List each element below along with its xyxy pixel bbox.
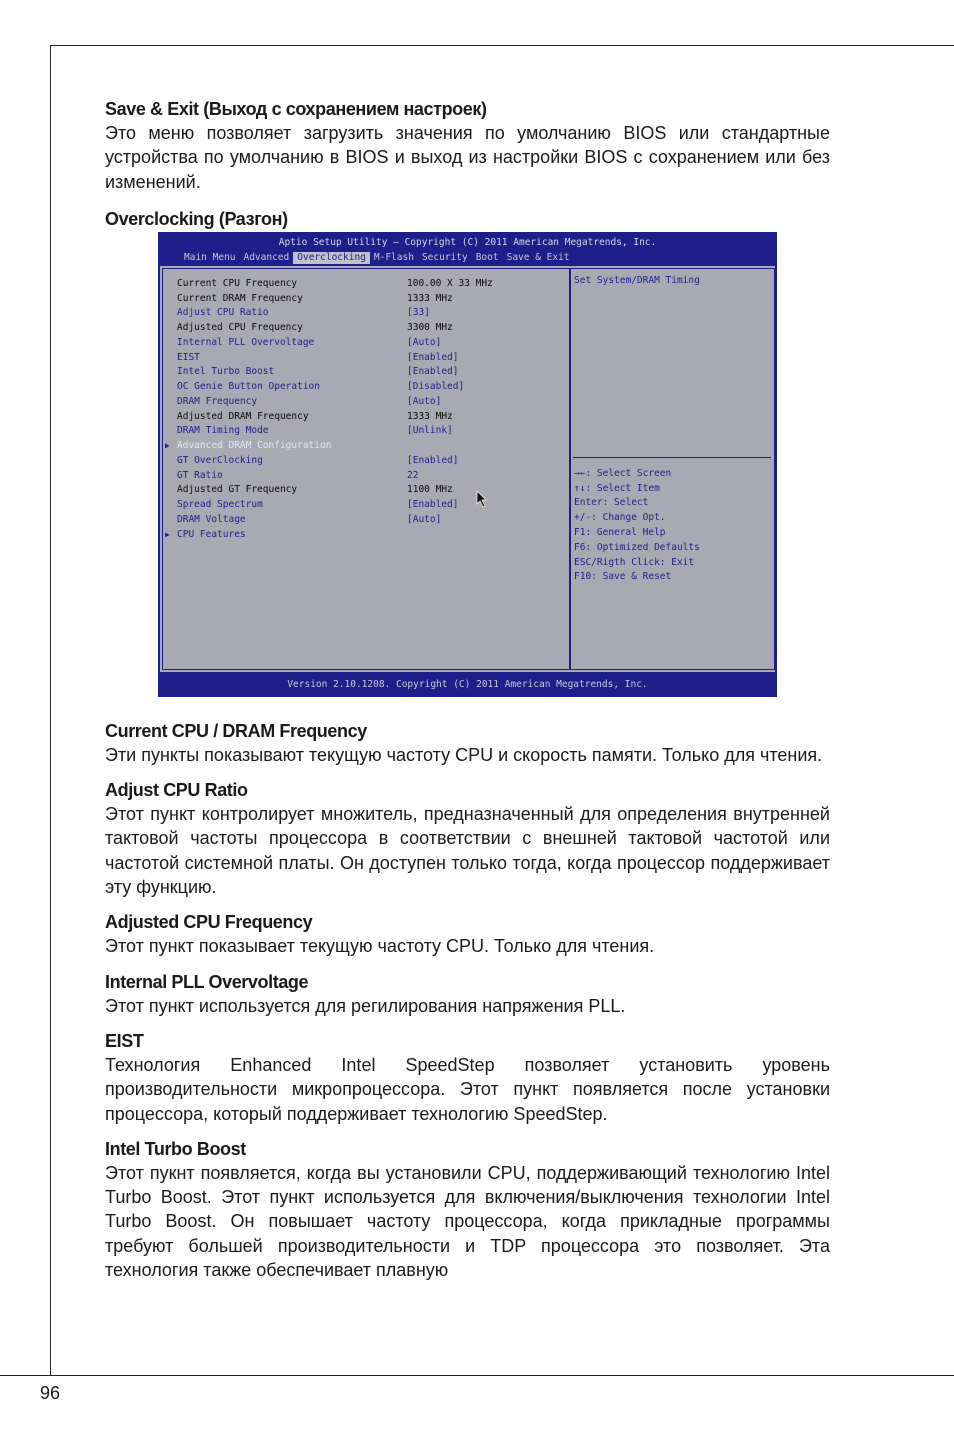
bios-help-text: Set System/DRAM Timing: [574, 274, 700, 286]
section-body-adjust-cpu-ratio: Этот пункт контролирует множитель, предназначенный для определения внутренней тактовой частоты процессора в соответствии с внешней тактовой частотой или частотой системной платы. Он доступен только тогда, когда процессор поддерживает эту функцию.: [105, 804, 830, 898]
section-body-internal-pll: Этот пункт используется для регилирования напряжения PLL.: [105, 995, 626, 1016]
bios-setting-label: Internal PLL Overvoltage: [177, 336, 315, 348]
bios-setting-row[interactable]: [163, 483, 569, 497]
bios-setting-row[interactable]: [163, 292, 569, 306]
bios-setting-value: 3300 MHz: [407, 322, 453, 334]
bios-setting-value[interactable]: 22: [407, 469, 419, 481]
bios-setting-label: Intel Turbo Boost: [177, 366, 275, 378]
bios-setting-row[interactable]: [163, 365, 569, 379]
bios-setting-value[interactable]: [Enabled]: [407, 351, 459, 363]
bios-key-item: Enter: Select: [574, 497, 649, 509]
bios-setting-label: OC Genie Button Operation: [177, 381, 320, 393]
section-heading-eist: EIST: [105, 1030, 144, 1051]
bios-setting-row[interactable]: [163, 306, 569, 320]
bios-setting-label: CPU Features: [177, 528, 246, 540]
bios-setting-row[interactable]: [163, 380, 569, 394]
bios-footer: Version 2.10.1208. Copyright (C) 2011 American Megatrends, Inc.: [287, 678, 648, 690]
bios-setting-value[interactable]: [Auto]: [407, 395, 442, 407]
bios-setting-row[interactable]: [163, 277, 569, 291]
bios-setting-label: Current DRAM Frequency: [177, 292, 303, 304]
bios-setting-label: DRAM Frequency: [177, 395, 258, 407]
bios-setting-label: Current CPU Frequency: [177, 277, 298, 289]
bios-setting-label: DRAM Timing Mode: [177, 425, 269, 437]
mouse-cursor-icon: [476, 490, 488, 508]
bios-setting-row[interactable]: [163, 336, 569, 350]
page-frame-bottom: [0, 1375, 954, 1376]
bios-setting-value: 1100 MHz: [407, 484, 453, 496]
bios-tab-security[interactable]: Security: [421, 251, 468, 263]
bios-key-item: +/-: Change Opt.: [574, 512, 666, 524]
bios-setting-label: Adjusted DRAM Frequency: [177, 410, 309, 422]
bios-setting-row[interactable]: [163, 439, 569, 453]
section-body-eist: Технология Enhanced Intel SpeedStep позволяет установить уровень производительности микропроцессора. Этот пункт появляется после установки процессора, который поддерживает технологию SpeedStep.: [105, 1054, 830, 1124]
bios-setting-row[interactable]: [163, 410, 569, 424]
submenu-arrow-icon: ▶: [165, 441, 170, 451]
bios-key-legend: [574, 467, 700, 585]
bios-key-item: ↑↓: Select Item: [574, 482, 660, 494]
bios-setting-row[interactable]: [163, 454, 569, 468]
page-frame-top: [50, 45, 954, 46]
section-body-cpu-dram-frequency: Эти пункты показывают текущую частоту CPU и скорость памяти. Только для чтения.: [105, 744, 823, 765]
section-heading-overclocking: Overclocking (Разгон): [105, 208, 288, 229]
bios-setting-label: GT Ratio: [177, 469, 223, 481]
bios-setting-label: Spread Spectrum: [177, 499, 263, 511]
bios-title: Aptio Setup Utility – Copyright (C) 2011 American Megatrends, Inc.: [278, 236, 657, 248]
section-heading-internal-pll: Internal PLL Overvoltage: [105, 971, 309, 992]
bios-setting-row[interactable]: [163, 513, 569, 527]
section-heading-intel-turbo-boost: Intel Turbo Boost: [105, 1138, 246, 1159]
bios-key-item: F10: Save & Reset: [574, 571, 672, 583]
bios-tab-boot[interactable]: Boot: [475, 251, 499, 263]
section-body-save-exit: Это меню позволяет загрузить значения по умолчанию BIOS или стандартные устройства по умолчанию в BIOS и выход из настройки BIOS с сохранением или без изменений.: [105, 123, 830, 192]
bios-body: [160, 266, 775, 672]
bios-setting-value: 1333 MHz: [407, 292, 453, 304]
section-heading-cpu-dram-frequency: Current CPU / DRAM Frequency: [105, 720, 367, 741]
bios-setting-label: DRAM Voltage: [177, 513, 246, 525]
bios-key-item: ESC/Rigth Click: Exit: [574, 556, 695, 568]
bios-setting-value[interactable]: [Unlink]: [407, 425, 453, 437]
bios-setting-value: 1333 MHz: [407, 410, 453, 422]
bios-setting-row[interactable]: [163, 528, 569, 542]
bios-setting-label: GT OverClocking: [177, 454, 263, 466]
bios-setting-value[interactable]: [33]: [407, 307, 430, 319]
bios-key-item: F6: Optimized Defaults: [574, 541, 700, 553]
bios-settings-panel: [162, 268, 570, 670]
bios-setting-value: 100.00 X 33 MHz: [407, 277, 493, 289]
bios-tab-overclocking[interactable]: Overclocking: [293, 252, 370, 264]
bios-setting-value[interactable]: [Auto]: [407, 513, 442, 525]
page-number: 96: [40, 1383, 61, 1403]
bios-tab-main-menu[interactable]: Main Menu: [184, 251, 236, 263]
bios-setting-value[interactable]: [Auto]: [407, 336, 442, 348]
bios-setting-row[interactable]: [163, 424, 569, 438]
bios-setting-value[interactable]: [Disabled]: [407, 381, 465, 393]
bios-key-item: →←: Select Screen: [574, 467, 672, 479]
section-heading-adjusted-cpu-frequency: Adjusted CPU Frequency: [105, 912, 313, 933]
section-body-intel-turbo-boost: Этот пукнт появляется, когда вы установили CPU, поддерживающий технологию Intel Turbo Boost. Этот пункт используется для включения/выключения технологии Intel Turbo Boost. Он повышает частоту процессора, когда прикладные программы требуют большей производительности и TDP процессора это позволяет. Эта технология также обеспечивает плавную: [105, 1162, 830, 1281]
bios-tab-bar: [180, 252, 574, 264]
bios-setting-value[interactable]: [Enabled]: [407, 499, 459, 511]
section-heading-adjust-cpu-ratio: Adjust CPU Ratio: [105, 780, 248, 801]
bios-tab-m-flash[interactable]: M-Flash: [373, 251, 414, 263]
bios-tab-save-exit[interactable]: Save & Exit: [506, 251, 570, 263]
bios-setting-row[interactable]: [163, 469, 569, 483]
document-content: [105, 99, 830, 1295]
submenu-arrow-icon: ▶: [165, 529, 170, 539]
bios-setting-label: Adjusted CPU Frequency: [177, 322, 303, 334]
bios-setting-row[interactable]: [163, 351, 569, 365]
page-frame-left: [50, 45, 51, 1375]
bios-setting-row[interactable]: [163, 321, 569, 335]
bios-screenshot: [158, 232, 777, 697]
bios-setting-value[interactable]: [Enabled]: [407, 366, 459, 378]
bios-setting-label: Advanced DRAM Configuration: [177, 440, 332, 452]
bios-setting-row[interactable]: [163, 498, 569, 512]
bios-setting-value[interactable]: [Enabled]: [407, 454, 459, 466]
bios-key-item: F1: General Help: [574, 527, 666, 539]
section-heading-save-exit: Save & Exit (Выход с сохранением настроек): [105, 99, 487, 119]
bios-setting-label: Adjust CPU Ratio: [177, 307, 269, 319]
bios-help-panel: [570, 268, 775, 670]
bios-help-divider: [573, 457, 771, 458]
bios-setting-label: EIST: [177, 351, 200, 363]
bios-setting-label: Adjusted GT Frequency: [177, 484, 298, 496]
bios-setting-row[interactable]: [163, 395, 569, 409]
bios-tab-advanced[interactable]: Advanced: [243, 251, 290, 263]
section-body-adjusted-cpu-frequency: Этот пункт показывает текущую частоту CPU. Только для чтения.: [105, 936, 655, 957]
